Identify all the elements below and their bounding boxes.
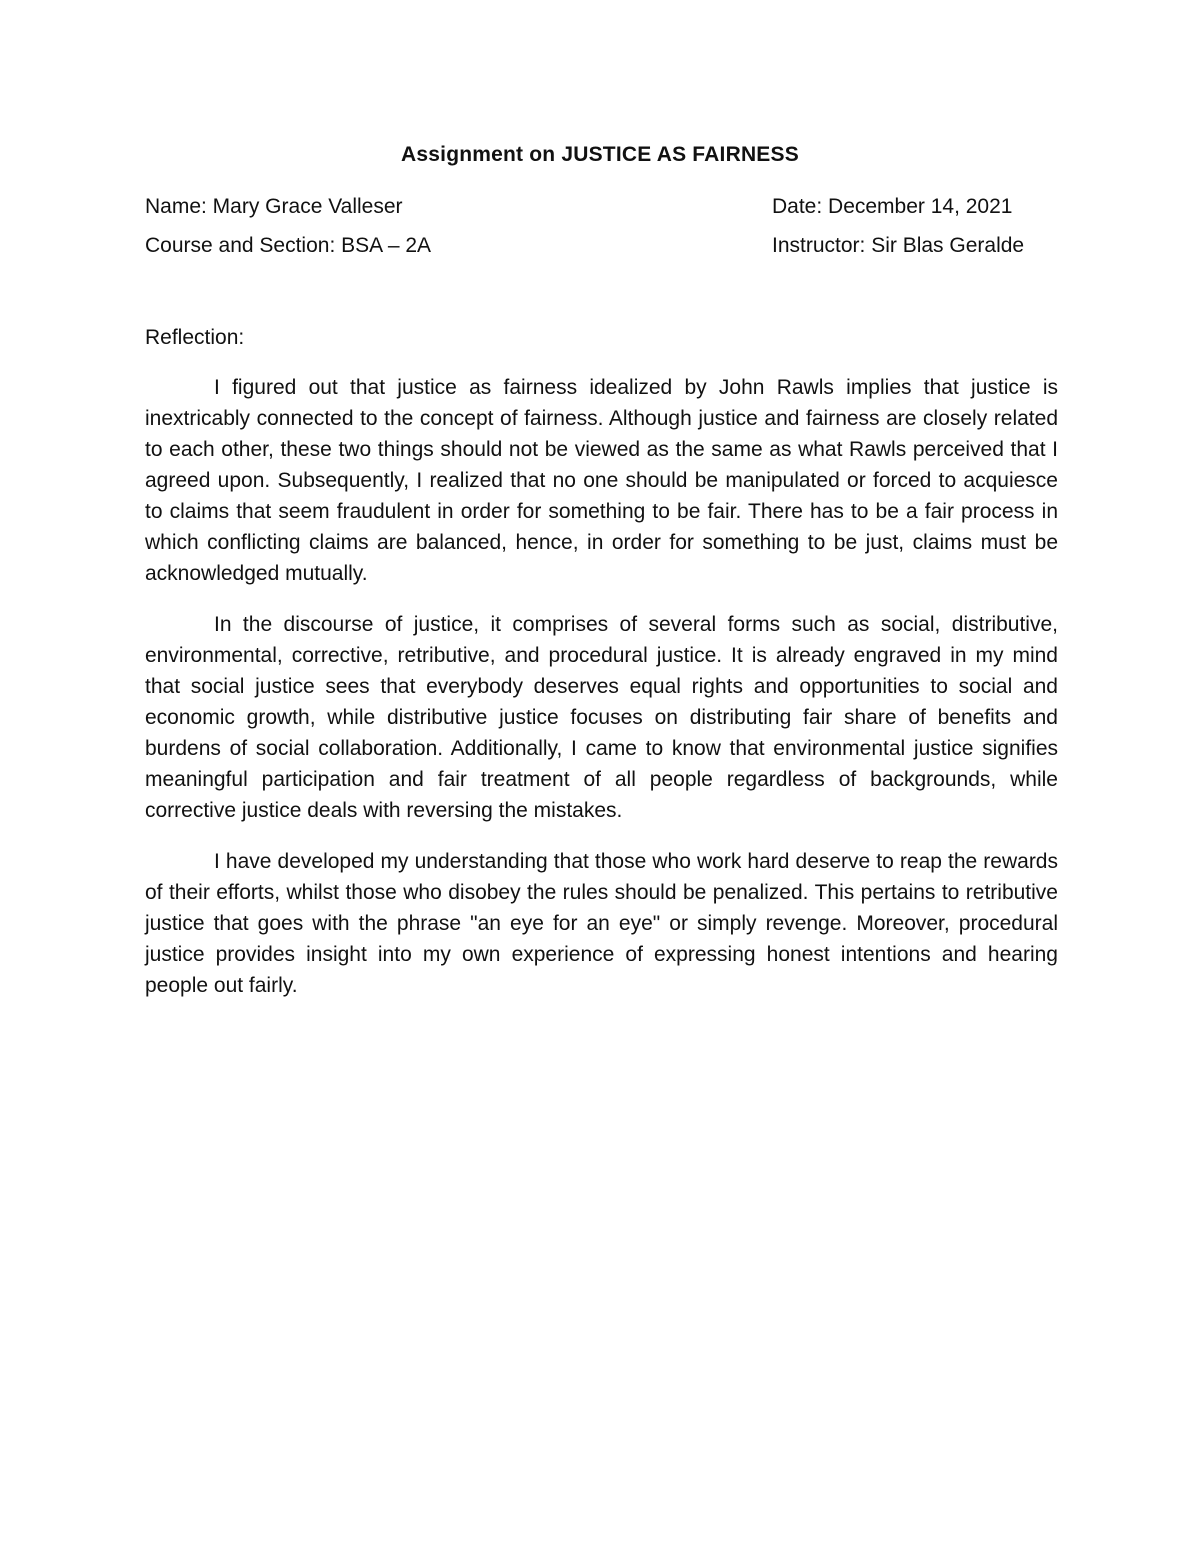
course-section: Course and Section: BSA – 2A <box>145 234 432 257</box>
reflection-paragraph-2: In the discourse of justice, it comprises of several forms such as social, distributive, environmental, corrective, retributive, and procedural justice. It is already engraved in my mind that social justice sees that everybody deserves equal rights and opportunities to social and economic growth, while distributive justice focuses on distributing fair share of benefits and burdens of social collaboration. Additionally, I came to know that environmental justice signifies meaningful participation and fair treatment of all people regardless of backgrounds, while corrective justice deals with reversing the mistakes. <box>145 613 1058 822</box>
assignment-date: Date: December 14, 2021 <box>772 195 1013 218</box>
assignment-title: Assignment on JUSTICE AS FAIRNESS <box>401 143 799 166</box>
instructor-name: Instructor: Sir Blas Geralde <box>772 234 1025 257</box>
reflection-paragraph-3: I have developed my understanding that those who work hard deserve to reap the rewards of their efforts, whilst those who disobey the rules should be penalized. This pertains to retributive justice that goes with the phrase "an eye for an eye" or simply revenge. Moreover, procedural justice provides insight into my own experience of expressing honest intentions and hearing people out fairly. <box>145 850 1058 997</box>
reflection-body <box>145 372 1058 1021</box>
reflection-paragraph-1: I figured out that justice as fairness idealized by John Rawls implies that justice is inextricably connected to the concept of fairness. Although justice and fairness are closely related to each other, these two things should not be viewed as the same as what Rawls perceived that I agreed upon. Subsequently, I realized that no one should be manipulated or forced to acquiesce to claims that seem fraudulent in order for something to be fair. There has to be a fair process in which conflicting claims are balanced, hence, in order for something to be just, claims must be acknowledged mutually. <box>145 376 1058 585</box>
student-name: Name: Mary Grace Valleser <box>145 195 403 218</box>
reflection-heading: Reflection: <box>145 326 245 349</box>
